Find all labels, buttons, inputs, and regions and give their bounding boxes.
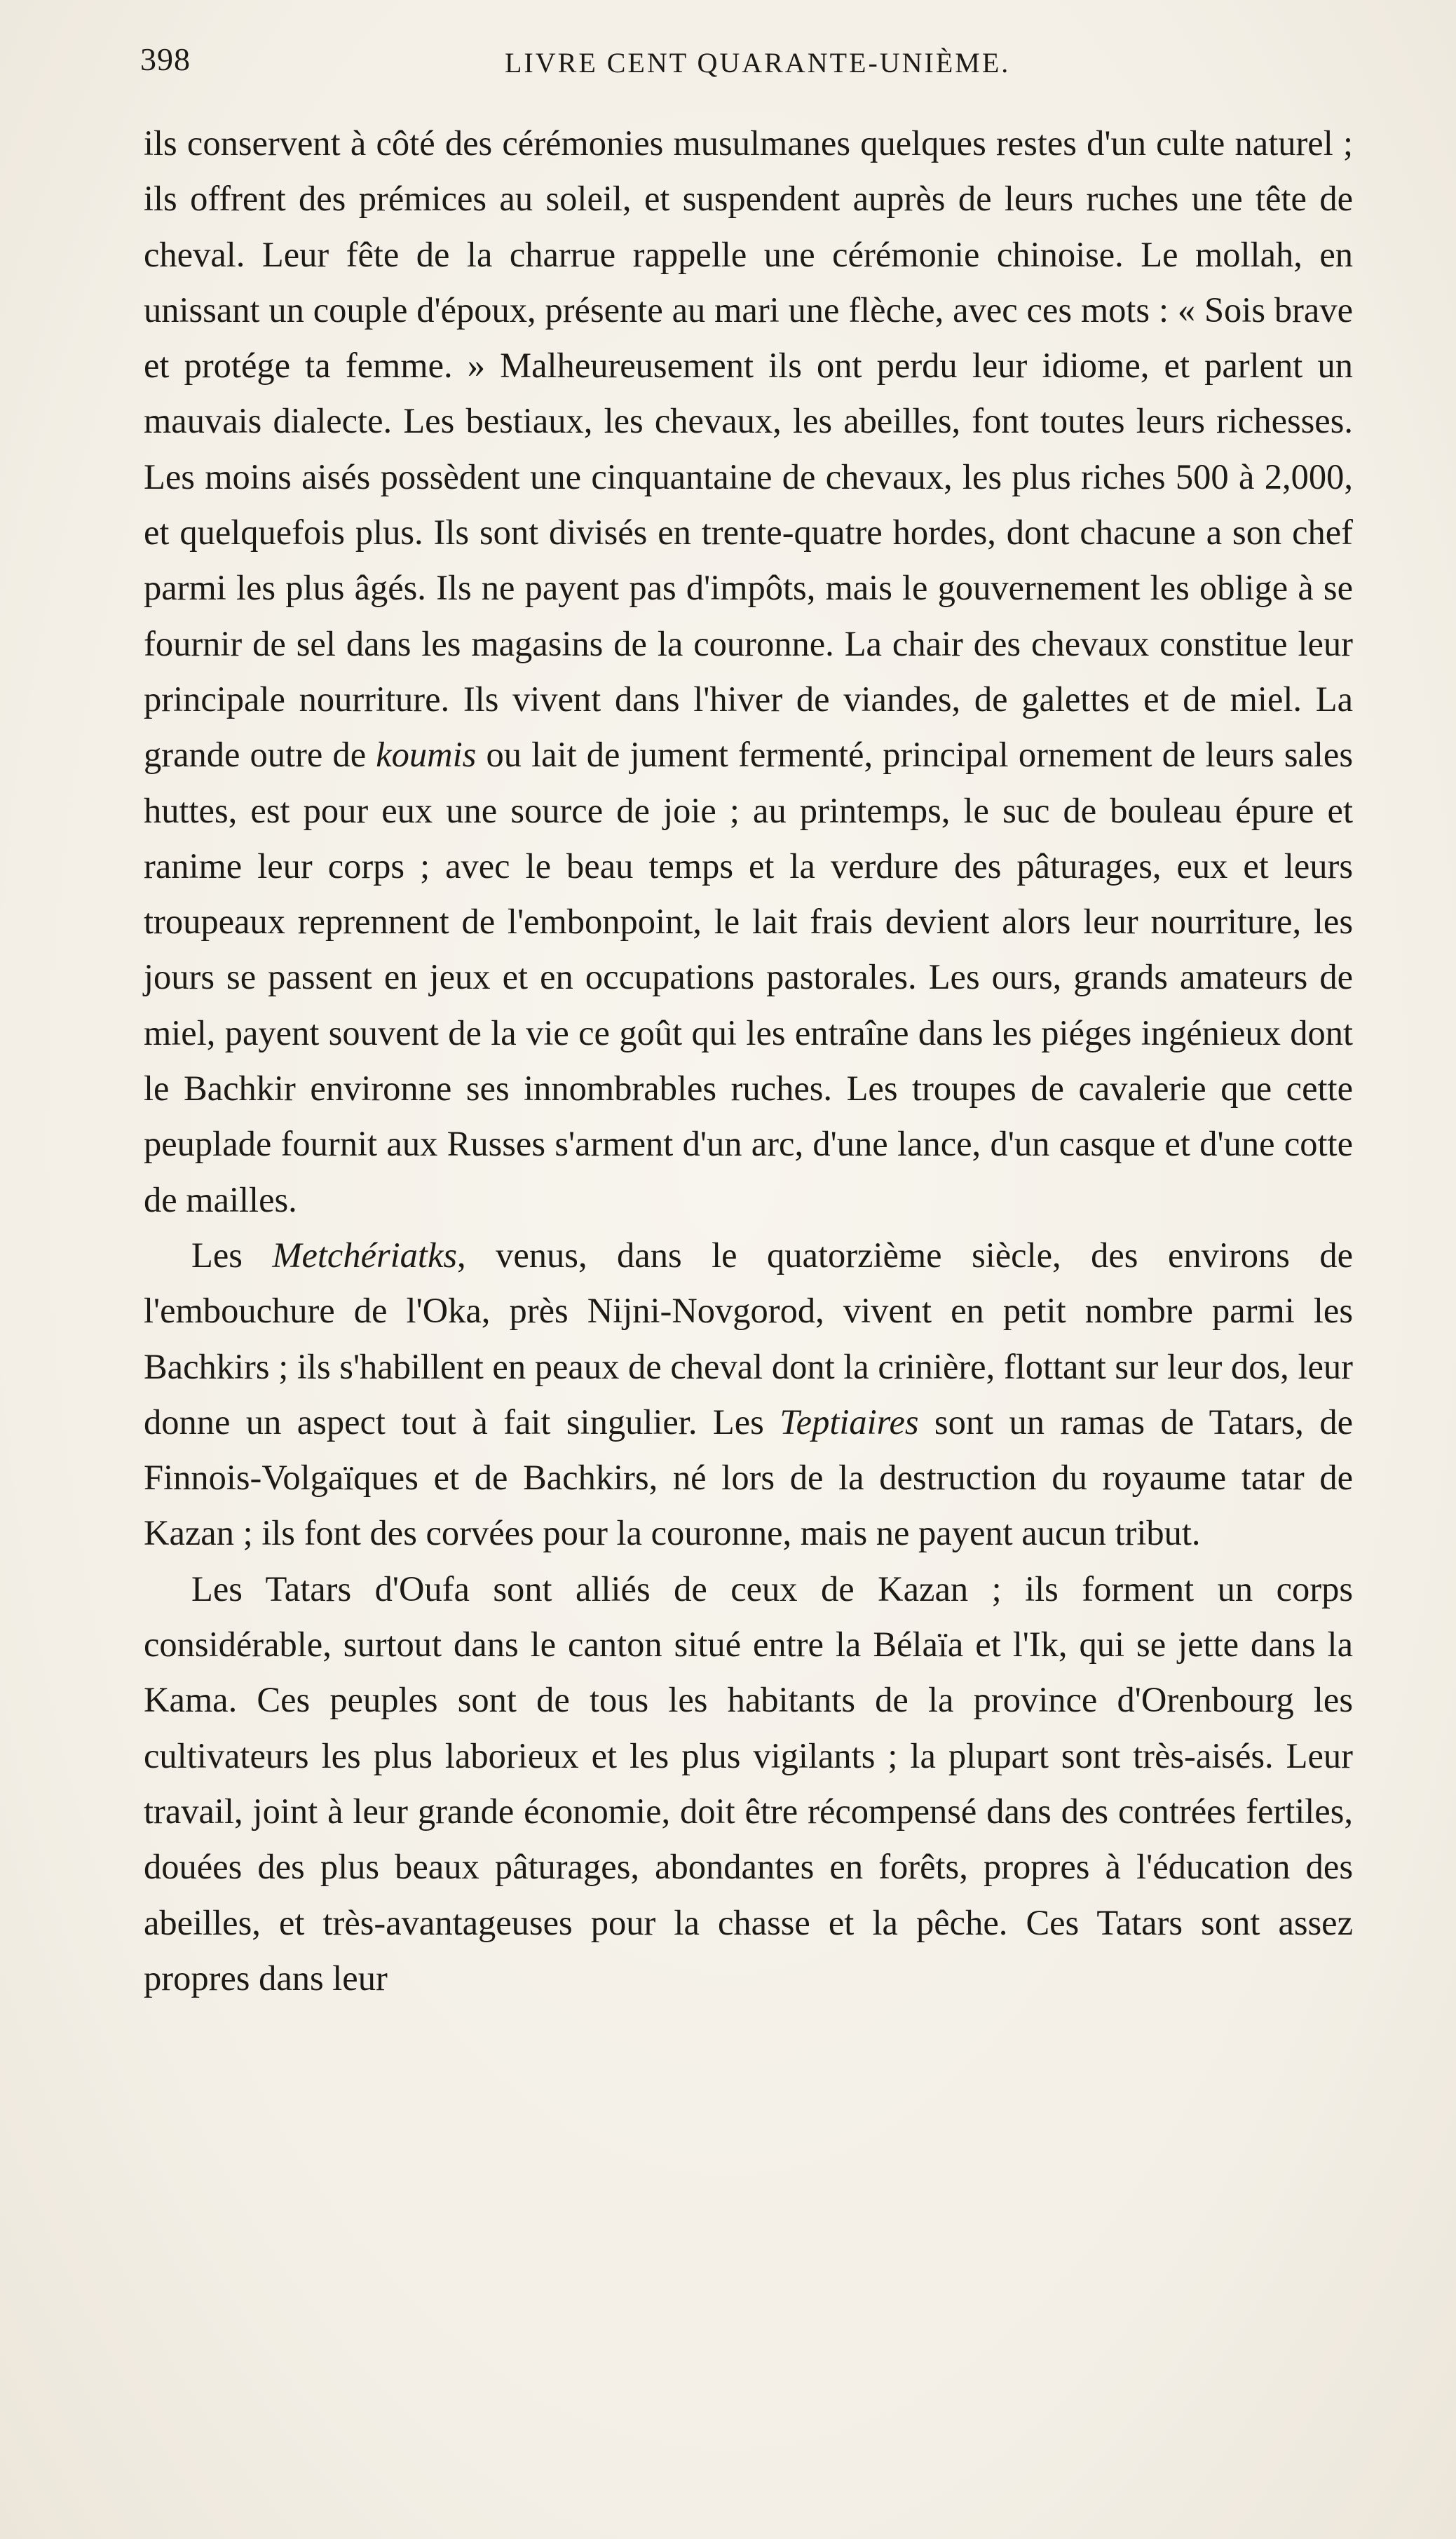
page-header <box>140 41 1346 90</box>
term-koumis: koumis <box>376 735 477 775</box>
body-text <box>144 116 1353 2006</box>
paragraph-1-text-a: ils conservent à côté des cérémonies musulmanes quelques restes d'un culte naturel ; ils offrent des prémices au soleil, et suspendent auprès de leurs ruches une tête de cheval. Leur fête de la charrue rappelle une cérémonie chinoise. Le mollah, en unissant un couple d'époux, présente au mari une flèche, avec ces mots : « Sois brave et protége ta femme. » Malheureusement ils ont perdu leur idiome, et parlent un mauvais dialecte. Les bestiaux, les chevaux, les abeilles, font toutes leurs richesses. Les moins aisés possèdent une cinquantaine de chevaux, les plus riches 500 à 2,000, et quelquefois plus. Ils sont divisés en trente-quatre hordes, dont chacune a son chef parmi les plus âgés. Ils ne payent pas d'impôts, mais le gouvernement les oblige à se fournir de sel dans les magasins de la couronne. La chair des chevaux constitue leur principale nourriture. Ils vivent dans l'hiver de viandes, de galettes et de miel. La grande outre de <box>144 123 1353 775</box>
term-metcheriatks: Metchériatks <box>272 1235 458 1275</box>
running-title: LIVRE CENT QUARANTE-UNIÈME. <box>505 47 1011 79</box>
paragraph-1-text-b: ou lait de jument fermenté, principal ornement de leurs sales huttes, est pour eux une source de joie ; au printemps, le suc de bouleau épure et ranime leur corps ; avec le beau temps et la verdure des pâturages, eux et leurs troupeaux reprennent de l'embonpoint, le lait frais devient alors leur nourriture, les jours se passent en jeux et en occupations pastorales. Les ours, grands amateurs de miel, payent souvent de la vie ce goût qui les entraîne dans les piéges ingénieux dont le Bachkir environne ses innombrables ruches. Les troupes de cavalerie que cette peuplade fournit aux Russes s'arment d'un arc, d'une lance, d'un casque et d'une cotte de mailles. <box>144 735 1353 1219</box>
paragraph-metcheriatks <box>144 1228 1353 1562</box>
term-teptiaires: Teptiaires <box>780 1402 919 1442</box>
paragraph-2-text-a: Les <box>191 1235 273 1275</box>
paragraph-2-text-b: , venus, dans le quatorzième siècle, des environs de l'embouchure de l'Oka, près Nijni-Novgorod, vivent en petit nombre parmi les Bachkirs ; ils s'habillent en peaux de cheval dont la crinière, flottant sur leur dos, leur donne un aspect tout à fait singulier. Les <box>144 1235 1353 1442</box>
paragraph-3-text: Les Tatars d'Oufa sont alliés de ceux de Kazan ; ils forment un corps considérable, surtout dans le canton situé entre la Bélaïa et l'Ik, qui se jette dans la Kama. Ces peuples sont de tous les habitants de la province d'Orenbourg les cultivateurs les plus laborieux et les plus vigilants ; la plupart sont très-aisés. Leur travail, joint à leur grande économie, doit être récompensé dans des contrées fertiles, douées des plus beaux pâturages, abondantes en forêts, propres à l'éducation des abeilles, et très-avantageuses pour la chasse et la pêche. Ces Tatars sont assez propres dans leur <box>144 1569 1353 1998</box>
paragraph-2-text-c: sont un ramas de Tatars, de Finnois-Volgaïques et de Bachkirs, né lors de la destruction du royaume tatar de Kazan ; ils font des corvées pour la couronne, mais ne payent aucun tribut. <box>144 1402 1353 1553</box>
paragraph-bachkir-customs <box>144 116 1353 1228</box>
page-number: 398 <box>140 41 191 77</box>
paragraph-tatars-oufa <box>144 1562 1353 2006</box>
